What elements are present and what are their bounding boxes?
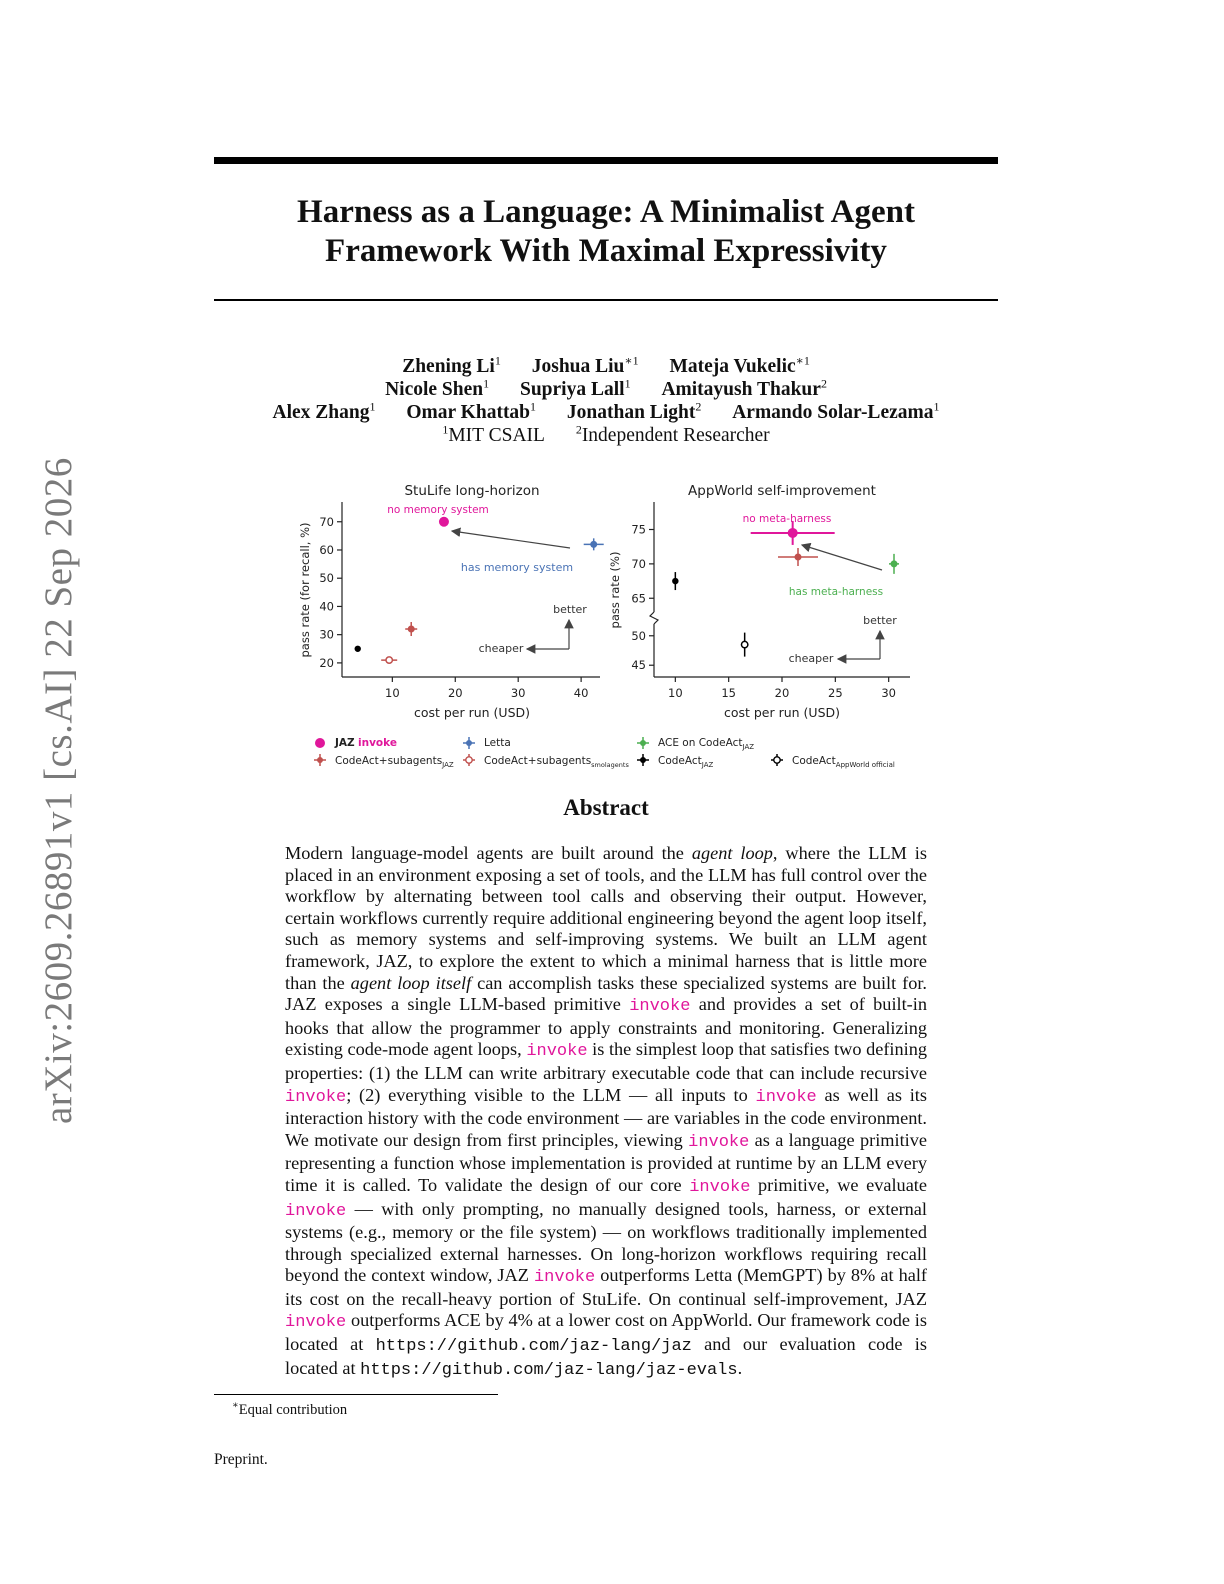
chart-title: StuLife long-horizon xyxy=(404,483,540,499)
code-invoke: invoke xyxy=(689,1177,751,1197)
chart-title: AppWorld self-improvement xyxy=(688,483,876,499)
chart-stulife xyxy=(298,483,604,720)
data-point xyxy=(889,554,899,574)
evals-url[interactable]: https://github.com/jaz-lang/jaz-evals xyxy=(360,1360,738,1380)
author-affil: ∗1 xyxy=(624,353,639,368)
abstract-heading: Abstract xyxy=(563,795,649,820)
author-name: Nicole Shen xyxy=(385,379,484,400)
author-affil: 1 xyxy=(624,376,631,391)
x-axis-label: cost per run (USD) xyxy=(723,705,841,720)
arxiv-stamp: arXiv:2609.26891v1 [cs.AI] 22 Sep 2026 xyxy=(37,457,80,1124)
abstract-body: Modern language-model agents are built around the agent loop, where the LLM is placed in an environment exposing a set of tools, and the LLM has full control over the workflow by alternating between tool calls and observing their output. However, certain workflows currently require additional engineering beyond the agent loop itself, such as memory systems and self-improving systems. We built an LLM agent framework, JAZ, to explore the extent to which a minimal harness that is little more than the agent loop itself can accomplish tasks these specialized systems are built for. JAZ exposes a single LLM-based primitive invoke and provides a set of built-in hooks that allow the programmer to apply constraints and monitoring. Generalizing existing code-mode agent loops, invoke is the simplest loop that satisfies two defining properties: (1) the LLM can write arbitrary executable code that can include recursive invoke; (2) everything visible to the LLM — all inputs to invoke as well as its interaction history with the code environment — are variables in the code environment. We motivate our design from first principles, viewing invoke as a language primitive representing a function whose implementation is provided at runtime by an LLM every time it is called. To validate the design of our core invoke primitive, we evaluate invoke — with only prompting, no manually designed tools, harness, or external systems (e.g., memory or the file system) — on workflows traditionally implemented through specialized external harnesses. On long-horizon workflows requiring recall beyond the context window, JAZ invoke outperforms Letta (MemGPT) by 8% at half its cost on the recall-heavy portion of StuLife. On continual self-improvement, JAZ invoke outperforms ACE by 4% at a lower cost on AppWorld. Our framework code is located at https://github.com/jaz-lang/jaz and our evaluation code is located at https://github.com/jaz-lang/jaz-evals. xyxy=(285,843,928,1380)
data-point xyxy=(584,538,604,550)
code-invoke: invoke xyxy=(629,997,691,1017)
annotation-has-meta: has meta-harness xyxy=(788,586,884,598)
footnote: ∗Equal contribution xyxy=(232,1400,348,1418)
annotation-cheaper: cheaper xyxy=(788,652,834,665)
y-tick-label: 45 xyxy=(631,658,646,673)
framework-url[interactable]: https://github.com/jaz-lang/jaz xyxy=(375,1337,692,1357)
y-tick-label: 40 xyxy=(319,599,334,614)
x-axis-label: cost per run (USD) xyxy=(413,705,531,720)
legend-cas: CodeAct+subagents$_{JAZ}$ xyxy=(335,755,454,769)
author-affil: 2 xyxy=(820,376,827,391)
affil-mark: 2 xyxy=(575,422,582,437)
data-point xyxy=(381,657,397,663)
code-invoke: invoke xyxy=(533,1268,596,1288)
data-point xyxy=(778,548,818,566)
author-name: Joshua Liu xyxy=(531,356,625,377)
y-tick-label: 60 xyxy=(319,542,334,557)
affiliation: Independent Researcher xyxy=(581,425,770,446)
legend-ace: ACE on CodeAct$_{JAZ}$ xyxy=(658,737,755,751)
y-axis-label: pass rate (%) xyxy=(608,551,622,629)
y-tick-label: 75 xyxy=(631,522,646,537)
x-tick-label: 30 xyxy=(881,686,896,700)
data-point xyxy=(405,622,417,636)
code-invoke: invoke xyxy=(526,1042,588,1062)
affil-mark: 1 xyxy=(442,422,449,437)
y-tick-label: 70 xyxy=(631,556,646,571)
author-affil: 1 xyxy=(494,353,501,368)
code-invoke: invoke xyxy=(755,1087,817,1107)
code-invoke: invoke xyxy=(285,1313,347,1333)
data-point xyxy=(672,572,678,590)
author-name: Amitayush Thakur xyxy=(661,379,821,400)
code-invoke: invoke xyxy=(688,1132,750,1152)
x-tick-label: 20 xyxy=(774,686,790,700)
title-line-1: Harness as a Language: A Minimalist Agent xyxy=(297,194,915,230)
y-tick-label: 50 xyxy=(631,628,646,643)
y-tick-label: 70 xyxy=(319,514,334,529)
annotation-cheaper: cheaper xyxy=(478,642,524,655)
author-affil: 2 xyxy=(695,399,702,414)
x-tick-label: 10 xyxy=(385,686,400,700)
preprint-label: Preprint. xyxy=(214,1451,268,1468)
annotation-has-memory: has memory system xyxy=(460,561,574,574)
legend xyxy=(314,737,895,769)
chart-appworld xyxy=(608,483,910,720)
y-tick-label: 30 xyxy=(319,627,334,642)
legend-letta: Letta xyxy=(484,737,511,749)
data-point xyxy=(741,633,747,657)
x-tick-label: 40 xyxy=(573,686,589,700)
author-name: Alex Zhang xyxy=(272,402,370,423)
legend-cas-smol: CodeAct+subagents$_{smolagents}$ xyxy=(484,755,629,769)
legend-ca: CodeAct$_{JAZ}$ xyxy=(658,755,714,769)
annotation-no-meta: no meta-harness xyxy=(742,513,832,525)
author-name: Zhening Li xyxy=(402,356,495,377)
annotation-better: better xyxy=(553,603,587,616)
x-tick-label: 10 xyxy=(668,686,683,700)
author-name: Armando Solar-Lezama xyxy=(732,402,934,423)
author-affil: 1 xyxy=(530,399,537,414)
x-tick-label: 30 xyxy=(510,686,526,700)
x-tick-label: 20 xyxy=(447,686,463,700)
x-tick-label: 25 xyxy=(828,686,843,700)
author-name: Omar Khattab xyxy=(406,402,531,423)
legend-jaz: JAZ invoke xyxy=(335,737,397,749)
author-name: Jonathan Light xyxy=(566,402,696,423)
code-invoke: invoke xyxy=(285,1087,347,1107)
y-tick-label: 50 xyxy=(319,571,334,586)
title-line-2: Framework With Maximal Expressivity xyxy=(325,233,887,269)
legend-marker-jaz xyxy=(315,738,325,748)
data-point xyxy=(355,646,361,652)
data-point xyxy=(439,517,449,527)
legend-ca-off: CodeAct$_{AppWorld official}$ xyxy=(792,755,895,769)
author-name: Mateja Vukelic xyxy=(669,356,796,377)
author-name: Supriya Lall xyxy=(519,379,625,400)
annotation-better: better xyxy=(863,614,897,627)
axis-break xyxy=(650,612,658,624)
author-affil: 1 xyxy=(369,399,376,414)
author-affil: 1 xyxy=(933,399,940,414)
author-affil: ∗1 xyxy=(795,353,810,368)
y-axis-label: pass rate (for recall, %) xyxy=(298,522,312,658)
annotation-no-memory: no memory system xyxy=(387,504,489,516)
code-invoke: invoke xyxy=(285,1201,347,1221)
x-tick-label: 15 xyxy=(721,686,736,700)
y-tick-label: 20 xyxy=(319,655,334,670)
author-affil: 1 xyxy=(483,376,490,391)
y-tick-label: 65 xyxy=(631,591,646,606)
arrow-memory xyxy=(452,531,570,548)
affiliation: MIT CSAIL xyxy=(448,425,545,446)
footnote-rule xyxy=(214,1394,498,1395)
